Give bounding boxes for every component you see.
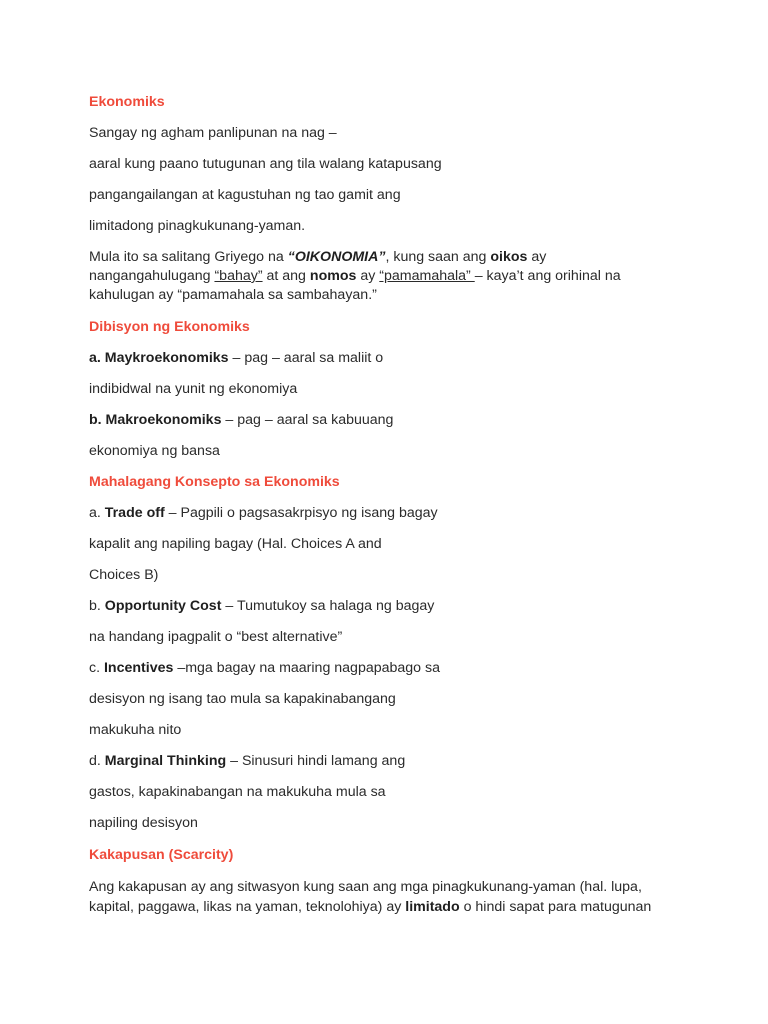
- origin-line: Mula ito sa salitang Griyego na “OIKONOMIA”, kung saan ang oikos ay: [89, 249, 547, 265]
- list-item-continuation: makukuha nito: [89, 722, 182, 738]
- heading-ekonomiks: Ekonomiks: [89, 94, 165, 110]
- definition-line: aaral kung paano tutugunan ang tila walang katapusang: [89, 156, 442, 172]
- list-item-continuation: kapalit ang napiling bagay (Hal. Choices A and: [89, 536, 382, 552]
- list-item: c. Incentives –mga bagay na maaring nagpapabago sa: [89, 660, 441, 676]
- list-item-continuation: gastos, kapakinabangan na makukuha mula sa: [89, 784, 386, 800]
- origin-line: nangangahulugang “bahay” at ang nomos ay “pamamahala” – kaya’t ang orihinal na: [89, 268, 621, 284]
- paragraph-line: kapital, paggawa, likas na yaman, teknolohiya) ay limitado o hindi sapat para matugunan: [89, 899, 652, 915]
- term-nomos: nomos: [309, 268, 357, 284]
- heading-dibisyon: Dibisyon ng Ekonomiks: [89, 319, 250, 335]
- term-bahay: “bahay”: [214, 268, 263, 284]
- definition-line: Sangay ng agham panlipunan na nag –: [89, 125, 337, 141]
- list-item-continuation: indibidwal na yunit ng ekonomiya: [89, 381, 298, 397]
- list-item-continuation: na handang ipagpalit o “best alternative”: [89, 629, 343, 645]
- definition-line: pangangailangan at kagustuhan ng tao gamit ang: [89, 187, 401, 203]
- list-item: b. Opportunity Cost – Tumutukoy sa halaga ng bagay: [89, 598, 435, 614]
- origin-line: kahulugan ay “pamamahala sa sambahayan.”: [89, 287, 377, 303]
- list-item-continuation: desisyon ng isang tao mula sa kapakinabangang: [89, 691, 396, 707]
- paragraph-line: Ang kakapusan ay ang sitwasyon kung saan ang mga pinagkukunang-yaman (hal. lupa,: [89, 879, 642, 895]
- definition-line: limitadong pinagkukunang-yaman.: [89, 218, 306, 234]
- term-pamamahala: “pamamahala”: [379, 268, 475, 284]
- term-oikos: oikos: [490, 249, 528, 265]
- list-item-continuation: napiling desisyon: [89, 815, 198, 831]
- heading-kakapusan: Kakapusan (Scarcity): [89, 847, 234, 863]
- list-item: b. Makroekonomiks – pag – aaral sa kabuuang: [89, 412, 394, 428]
- list-item-continuation: ekonomiya ng bansa: [89, 443, 220, 459]
- list-item: a. Maykroekonomiks – pag – aaral sa maliit o: [89, 350, 384, 366]
- term-oikonomia: “OIKONOMIA”: [287, 249, 386, 265]
- heading-konsepto: Mahalagang Konsepto sa Ekonomiks: [89, 474, 340, 490]
- list-item: d. Marginal Thinking – Sinusuri hindi lamang ang: [89, 753, 406, 769]
- list-item-continuation: Choices B): [89, 567, 159, 583]
- list-item: a. Trade off – Pagpili o pagsasakrpisyo ng isang bagay: [89, 505, 438, 521]
